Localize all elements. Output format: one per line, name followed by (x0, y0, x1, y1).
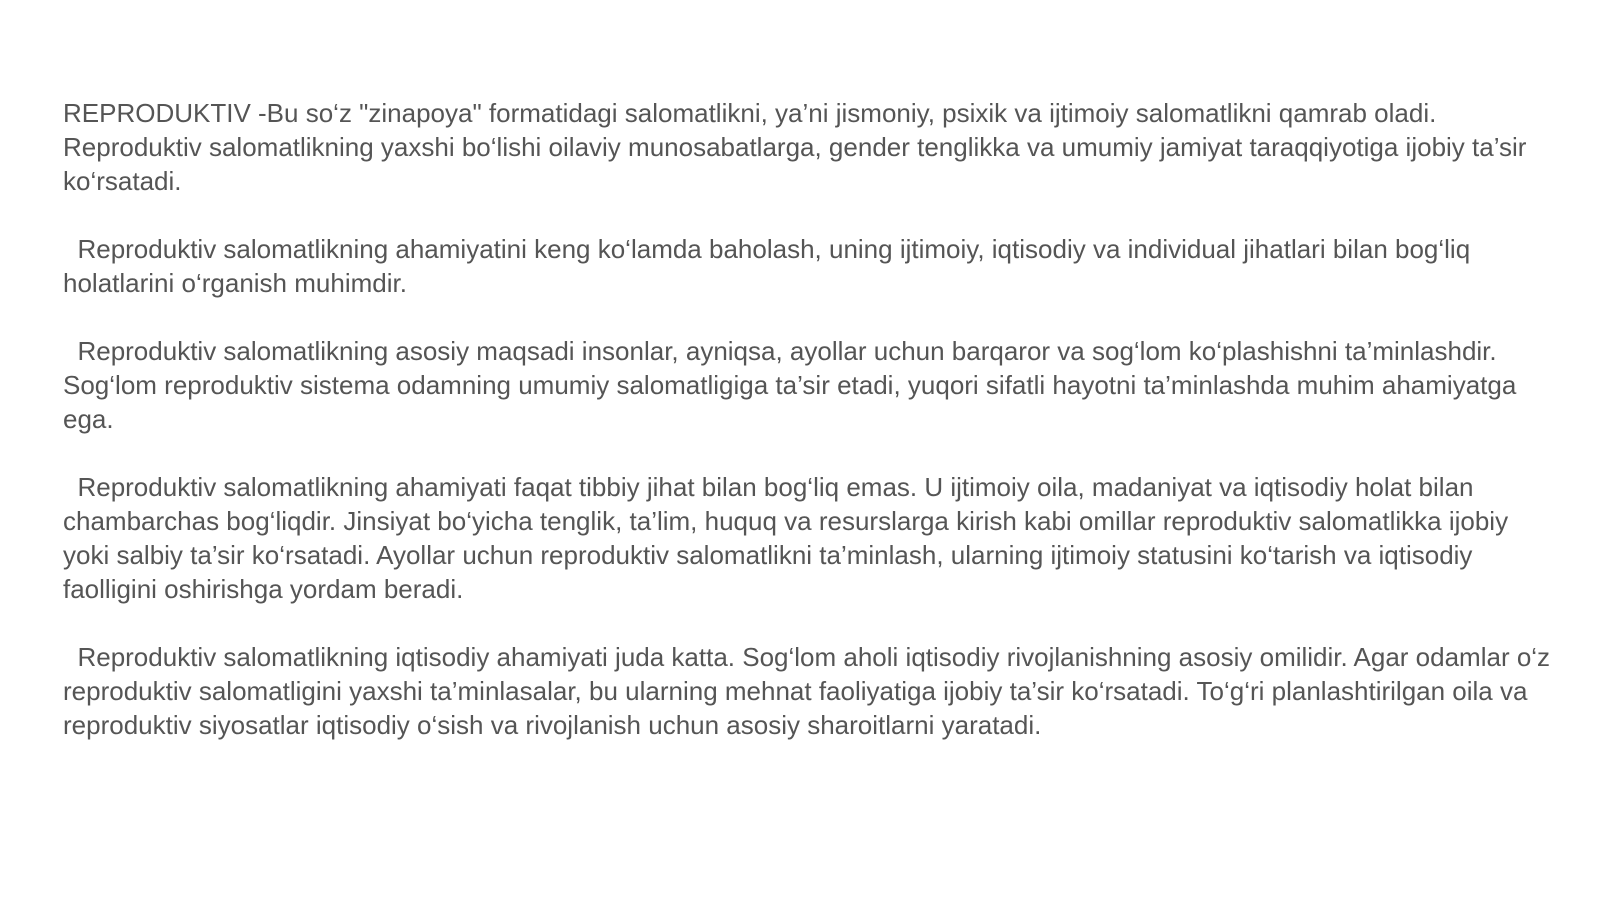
paragraph-social-aspect: Reproduktiv salomatlikning ahamiyati faqat tibbiy jihat bilan bog‘liq emas. U ijtimoiy oila, madaniyat va iqtisodiy holat bilan chambarchas bog‘liqdir. Jinsiyat bo‘yicha tenglik, ta’lim, huquq va resurslarga kirish kabi omillar reproduktiv salomatlikka ijobiy yoki salbiy ta’sir ko‘rsatadi. Ayollar uchun reproduktiv salomatlikni ta’minlash, ularning ijtimoiy statusini ko‘tarish va iqtisodiy faolligini oshirishga yordam beradi. (63, 472, 1516, 604)
paragraph-economic-aspect: Reproduktiv salomatlikning iqtisodiy ahamiyati juda katta. Sog‘lom aholi iqtisodiy rivojlanishning asosiy omilidir. Agar odamlar o‘z reproduktiv salomatligini yaxshi ta’minlasalar, bu ularning mehnat faoliyatiga ijobiy ta’sir ko‘rsatadi. To‘g‘ri planlashtirilgan oila va reproduktiv siyosatlar iqtisodiy o‘sish va rivojlanish uchun asosiy sharoitlarni yaratadi. (63, 642, 1558, 740)
paragraph-main-goal: Reproduktiv salomatlikning asosiy maqsadi insonlar, ayniqsa, ayollar uchun barqaror va sog‘lom ko‘plashishni ta’minlashdir. Sog‘lom reproduktiv sistema odamning umumiy salomatligiga ta’sir etadi, yuqori sifatli hayotni ta’minlashda muhim ahamiyatga ega. (63, 336, 1524, 434)
paragraph-intro: REPRODUKTIV -Bu so‘z "zinapoya" formatidagi salomatlikni, ya’ni jismoniy, psixik va ijtimoiy salomatlikni qamrab oladi. Reproduktiv salomatlikning yaxshi bo‘lishi oilaviy munosabatlarga, gender tenglikka va umumiy jamiyat taraqqiyotiga ijobiy ta’sir ko‘rsatadi. (63, 98, 1534, 196)
paragraph-importance: Reproduktiv salomatlikning ahamiyatini keng ko‘lamda baholash, uning ijtimoiy, iqtisodiy va individual jihatlari bilan bog‘liq holatlarini o‘rganish muhimdir. (63, 234, 1478, 298)
